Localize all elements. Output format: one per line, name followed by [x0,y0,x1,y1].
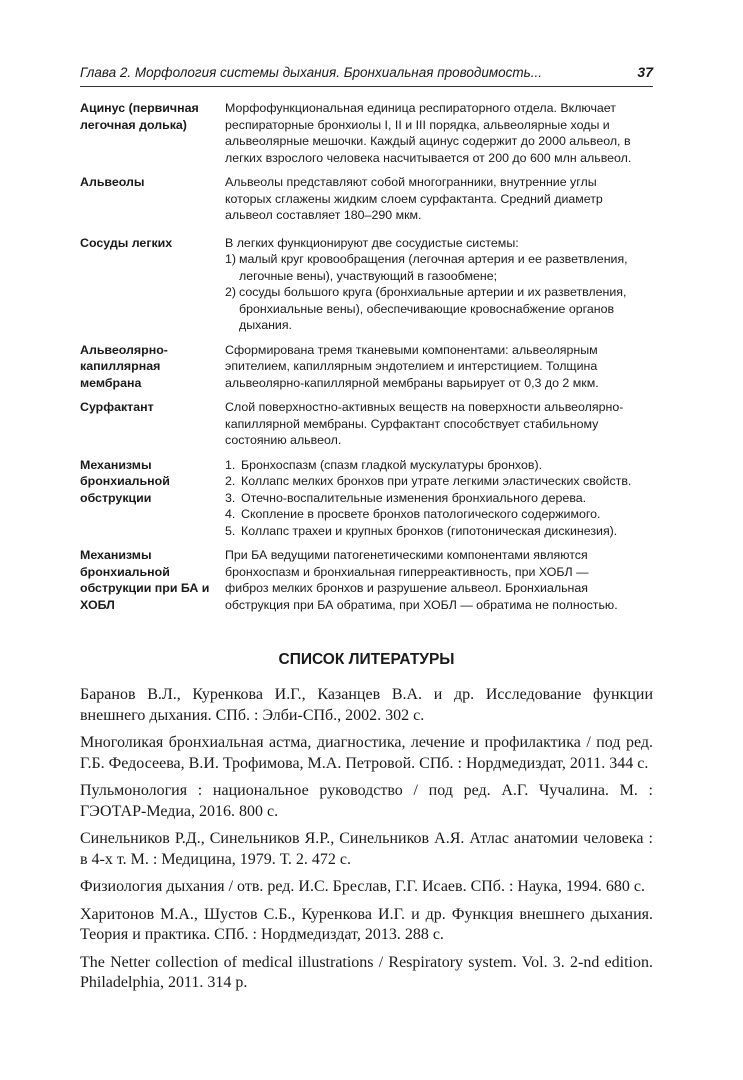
glossary-definition [225,547,635,613]
glossary-definition [225,174,635,224]
reference-entry: The Netter collection of medical illustrations / Respiratory system. Vol. 3. 2-nd edition. Philadelphia, 2011. 314 p. [80,953,653,991]
list-text: малый круг кровообращения (легочная артерия и ее разветвления, легочные вены), участвующий в газообмене; [239,252,628,283]
glossary-row [80,399,653,449]
reference-entry: Пульмонология : национальное руководство / под ред. А.Г. Чучалина. М. : ГЭОТАР-Медиа, 2016. 800 с. [80,782,653,820]
glossary-term: Сурфактант [80,400,154,414]
list-item [225,490,635,507]
references-heading: СПИСОК ЛИТЕРАТУРЫ [278,651,455,668]
definition-text: Морфофункциональная единица респираторного отдела. Включает респираторные бронхиолы I, II и III порядка, альвеолярные ходы и альвеолярные мешочки. Каждый ацинус содержит до 2000 альвеол, в легких взрослого человека насчитывается от 200 до 600 млн альвеол. [225,101,632,165]
glossary-row [80,174,653,224]
definition-text: При БА ведущими патогенетическими компонентами являются бронхоспазм и бронхиальная гиперреактивность, при ХОБЛ — фиброз мелких бронхов и разрушение альвеол. Бронхиальная обструкция при БА обратима, при ХОБЛ — обратима не полностью. [225,548,618,612]
glossary-definition [225,235,635,334]
reference-entry: Харитонов М.А., Шустов С.Б., Куренкова И.Г. и др. Функция внешнего дыхания. Теория и практика. СПб. : Нордмедиздат, 2013. 288 с. [80,905,653,943]
list-item [225,506,635,523]
definition-text: Слой поверхностно-активных веществ на поверхности альвеолярно-капиллярной мембраны. Сурфактант способствует стабильному состоянию альвеол. [225,400,624,447]
reference-entry: Многоликая бронхиальная астма, диагностика, лечение и профилактика / под ред. Г.Б. Федосеева, В.И. Трофимова, М.А. Петровой. СПб. : Нордмедиздат, 2011. 344 с. [80,734,653,772]
list-text: Скопление в просвете бронхов патологического содержимого. [241,507,601,521]
list-text: сосуды большого круга (бронхиальные артерии и их разветвления, бронхиальные вены), обеспечивающие кровоснабжение органов дыхания. [239,285,627,332]
glossary-row [80,547,653,613]
glossary-term: Альвеолярно-капиллярная мембрана [80,342,168,390]
glossary-term: Ацинус (первичная легочная долька) [80,101,199,132]
glossary-term: Механизмы бронхиальной обструкции при БА и ХОБЛ [80,548,210,612]
glossary-row [80,100,653,166]
list-item [225,284,635,334]
page-number: 37 [637,64,653,80]
chapter-title: Глава 2. Морфология системы дыхания. Бронхиальная проводимость... [80,65,542,80]
glossary-term: Альвеолы [80,175,145,189]
definition-intro: В легких функционируют две сосудистые системы: [225,235,519,250]
references-list [80,685,653,1001]
list-number: 2. [225,474,236,488]
glossary-term: Сосуды легких [80,235,173,250]
glossary-definition [225,457,635,540]
running-header [80,63,653,85]
glossary-definition [225,399,635,449]
list-item [225,457,635,474]
list-number: 5. [225,523,236,538]
list-text: Коллапс трахеи и крупных бронхов (гипотоническая дискинезия). [241,523,618,538]
list-text: Отечно-воспалительные изменения бронхиального дерева. [241,490,587,505]
header-rule [80,86,653,87]
list-text: Бронхоспазм (спазм гладкой мускулатуры бронхов). [241,457,543,472]
glossary-term: Механизмы бронхиальной обструкции [80,457,170,505]
list-item [225,523,635,540]
list-number: 4. [225,507,236,521]
glossary-row [80,457,653,540]
glossary-table [80,100,653,621]
reference-entry: Синельников Р.Д., Синельников Я.Р., Синельников А.Я. Атлас анатомии человека : в 4-х т. М. : Медицина, 1979. Т. 2. 472 с. [80,830,653,868]
definition-text: Альвеолы представляют собой многогранники, внутренние углы которых сглажены жидким слоем сурфактанта. Средний диаметр альвеол составляет 180–290 мкм. [225,175,603,222]
reference-entry: Физиология дыхания / отв. ред. И.С. Бреслав, Г.Г. Исаев. СПб. : Наука, 1994. 680 с. [80,878,645,895]
list-item [225,473,635,490]
definition-text: Сформирована тремя тканевыми компонентами: альвеолярным эпителием, капиллярным эндотелием и интерстицием. Толщина альвеолярно-капиллярной мембраны варьирует от 0,3 до 2 мкм. [225,342,599,390]
list-text: Коллапс мелких бронхов при утрате легкими эластических свойств. [241,474,632,488]
glossary-definition [225,342,635,392]
glossary-row [80,235,653,334]
reference-entry: Баранов В.Л., Куренкова И.Г., Казанцев В.А. и др. Исследование функции внешнего дыхания. СПб. : Элби-СПб., 2002. 302 с. [80,686,653,724]
list-number: 3. [225,490,236,505]
glossary-definition [225,100,635,166]
list-item [225,251,635,284]
list-number: 1. [225,457,236,472]
glossary-row [80,342,653,392]
list-number: 2) [225,285,237,299]
list-number: 1) [225,252,237,266]
